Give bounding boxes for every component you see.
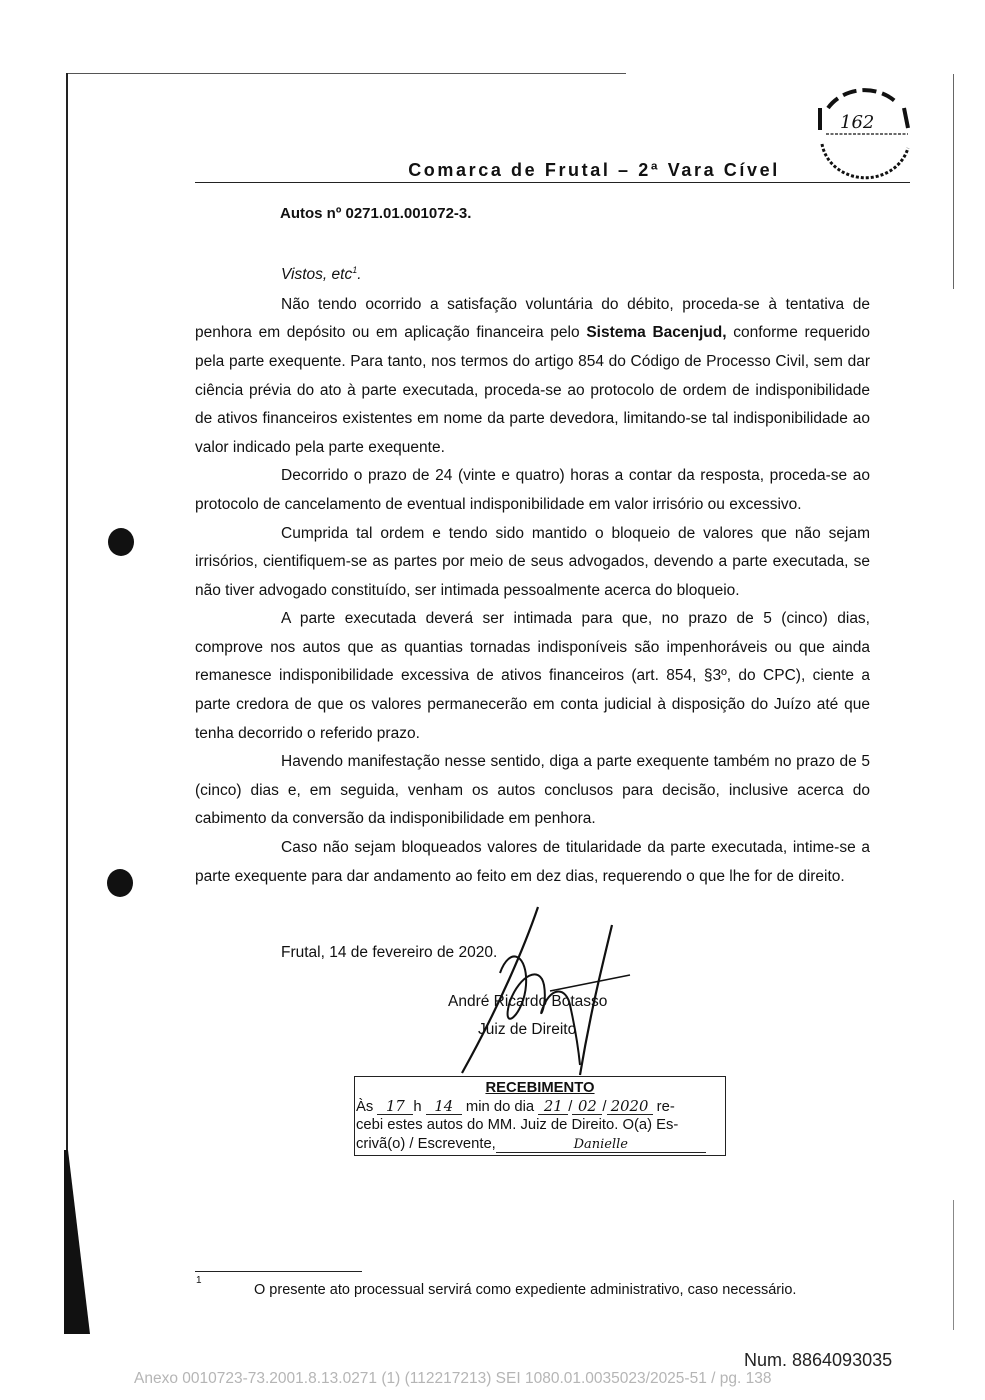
page-border-left	[66, 73, 68, 1333]
document-number: Num. 8864093035	[744, 1350, 893, 1370]
page-border-top	[66, 73, 626, 74]
punch-hole-top	[108, 528, 134, 556]
date-line: Frutal, 14 de fevereiro de 2020.	[281, 944, 498, 961]
paragraph-5: Havendo manifestação nesse sentido, diga a parte exequente também no prazo de 5 (cinco) dias e, em seguida, venham os autos conclusos para decisão, inclusive acerca do cabimento da conversão da indisponibilidade em penhora.	[195, 753, 870, 828]
receipt-line-1	[355, 1098, 725, 1117]
page-edge-shadow	[64, 1150, 90, 1334]
bacenjud-bold: Sistema Bacenjud,	[586, 324, 727, 342]
footnote-rule	[195, 1271, 362, 1272]
stamp-page-number: 162	[840, 112, 875, 133]
receipt-title: RECEBIMENTO	[485, 1080, 595, 1096]
footnote-mark: 1	[196, 1275, 202, 1286]
receipt-slash-1: /	[568, 1098, 573, 1115]
vistos-line: Vistos, etc$^1$.	[281, 265, 362, 284]
receipt-minute: 14	[426, 1099, 462, 1115]
receipt-clerk-signature: Danielle	[496, 1137, 706, 1153]
decision-body	[195, 256, 870, 891]
receipt-line-3	[355, 1135, 725, 1154]
paragraph-1-start: Não tendo ocorrido a satisfação voluntária do débito, proceda-se à tentativa de penhora em depósito ou em aplicação financeira pelo	[195, 295, 870, 342]
receipt-as: Às	[356, 1098, 374, 1115]
page-border-right	[953, 74, 954, 289]
receipt-min-do-dia: min do dia	[465, 1098, 535, 1115]
receipt-line-2: cebi estes autos do MM. Juiz de Direito. O(a) Es-	[356, 1117, 679, 1133]
receipt-box	[354, 1076, 726, 1156]
punch-hole-bottom	[107, 869, 133, 897]
receipt-clerk-label: crivã(o) / Escrevente,	[356, 1135, 496, 1152]
judge-role: Juiz de Direito	[478, 1021, 577, 1038]
judge-name: André Ricardo Botasso	[448, 993, 608, 1010]
footnote-text: O presente ato processual servirá como expediente administrativo, caso necessário.	[254, 1282, 797, 1298]
receipt-hour: 17	[377, 1099, 413, 1115]
paragraph-3: Cumprida tal ordem e tendo sido mantido o bloqueio de valores que não sejam irrisórios, cientifiquem-se as partes por meio de seus advogados, devendo a parte executada, se não tiver advogado constituído, ser intimada pessoalmente acerca do bloqueio.	[195, 524, 870, 599]
paragraph-6: Caso não sejam bloqueados valores de titularidade da parte executada, intime-se a parte exequente para dar andamento ao feito em dez dias, requerendo o que lhe for de direito.	[195, 839, 870, 885]
header-rule	[195, 182, 910, 183]
page-border-right-lower	[953, 1200, 954, 1330]
paragraph-2: Decorrido o prazo de 24 (vinte e quatro) horas a contar da resposta, proceda-se ao protocolo de cancelamento de eventual indisponibilidade em valor irrisório ou excessivo.	[195, 467, 870, 513]
paragraph-1	[195, 291, 870, 463]
receipt-month: 02	[572, 1099, 602, 1115]
court-header: Comarca de Frutal – 2ª Vara Cível	[408, 160, 780, 180]
annex-footer: Anexo 0010723-73.2001.8.13.0271 (1) (112217213) SEI 1080.01.0035023/2025-51 / pg. 138	[134, 1370, 772, 1387]
case-number: Autos nº 0271.01.001072-3.	[280, 205, 472, 222]
receipt-re: re-	[656, 1098, 675, 1115]
vistos-text: Vistos, etc	[281, 266, 353, 284]
receipt-year: 2020	[607, 1099, 653, 1115]
receipt-h: h	[413, 1098, 422, 1115]
receipt-day: 21	[538, 1099, 568, 1115]
paragraph-4: A parte executada deverá ser intimada para que, no prazo de 5 (cinco) dias, comprove nos autos que as quantias tornadas indisponíveis são impenhoráveis ou que ainda remanesce indisponibilidade excessiva de ativos financeiros (art. 854, §3º, do CPC), ciente a parte credora de que os valores permanecerão em conta judicial à disposição do Juízo até que tenha decorrido o referido prazo.	[195, 610, 870, 742]
judge-signature	[440, 905, 640, 1080]
receipt-slash-2: /	[602, 1098, 607, 1115]
footnote-ref: 1	[352, 265, 358, 275]
paragraph-1-end: conforme requerido pela parte exequente. Para tanto, nos termos do artigo 854 do Código de Processo Civil, sem dar ciência prévia do ato à parte executada, proceda-se ao protocolo de ordem de indisponibilidade de ativos financeiros existentes em nome da parte devedora, limitando-se tal indisponibilidade ao valor indicado pela parte exequente.	[195, 324, 871, 456]
